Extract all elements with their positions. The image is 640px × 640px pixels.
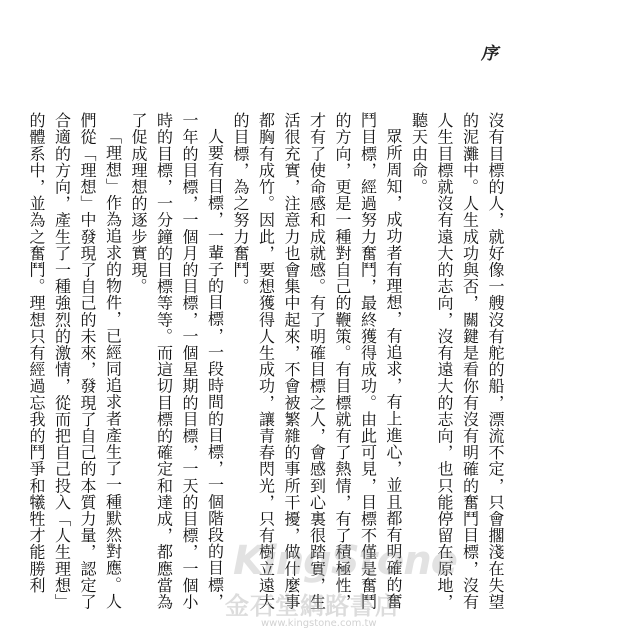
body-text xyxy=(24,112,509,612)
section-title: 序 xyxy=(477,44,497,61)
watermark-logo: KingStone xyxy=(233,538,457,584)
paragraph-1: 沒有目標的人，就好像一艘沒有舵的船，漂流不定，只會擱淺在失望的泥灘中。人生成功與否，關鍵是看你有沒有明確的奮鬥目標，沒有人生目標就沒有遠大的志向，沒有遠大的志向，也只能停留在原地，聽天由命。 xyxy=(409,112,505,610)
paragraph-3: 人要有目標，一輩子的目標，一段時間的目標，一個階段的目標，一年的目標，一個月的目標，一個星期的目標，一天的目標，一個小時的目標，一分鐘的目標等等。而這切目標的確定和達成，都應當為了促成理想的逐步實現。 xyxy=(129,112,225,610)
paragraph-2: 眾所周知，成功者有理想，有追求，有上進心，並且都有明確的奮鬥目標，經過努力奮鬥，最終獲得成功。由此可見，目標不僅是奮鬥的方向，更是一種對自己的鞭策。有目標就有了熱情，有了積極性，才有了使命感和成就感。有了明確目標之人，會感到心裏很踏實，生活很充實，注意力也會集中起來，不會被繁雜的事所干擾，做什麼事都胸有成竹。因此，要想獲得人生成功，讓青春閃光，只有樹立遠大的目標，為之努力奮鬥。 xyxy=(231,112,403,610)
paragraph-4: 「理想」作為追求的物件，已經同追求者產生了一種默然對應。人們從「理想」中發現了自己的未來，發現了自己的本質力量，認定了合適的方向，產生了一種強烈的激情，從而把自己投入「人生理想」的體系中，並為之奮鬥。理想只有經過忘我的鬥爭和犧牲才能勝利 xyxy=(27,112,123,610)
watermark-url: www.kingstone.com.tw xyxy=(261,618,377,629)
watermark-store-name: 金石堂網路書店 xyxy=(225,591,400,620)
